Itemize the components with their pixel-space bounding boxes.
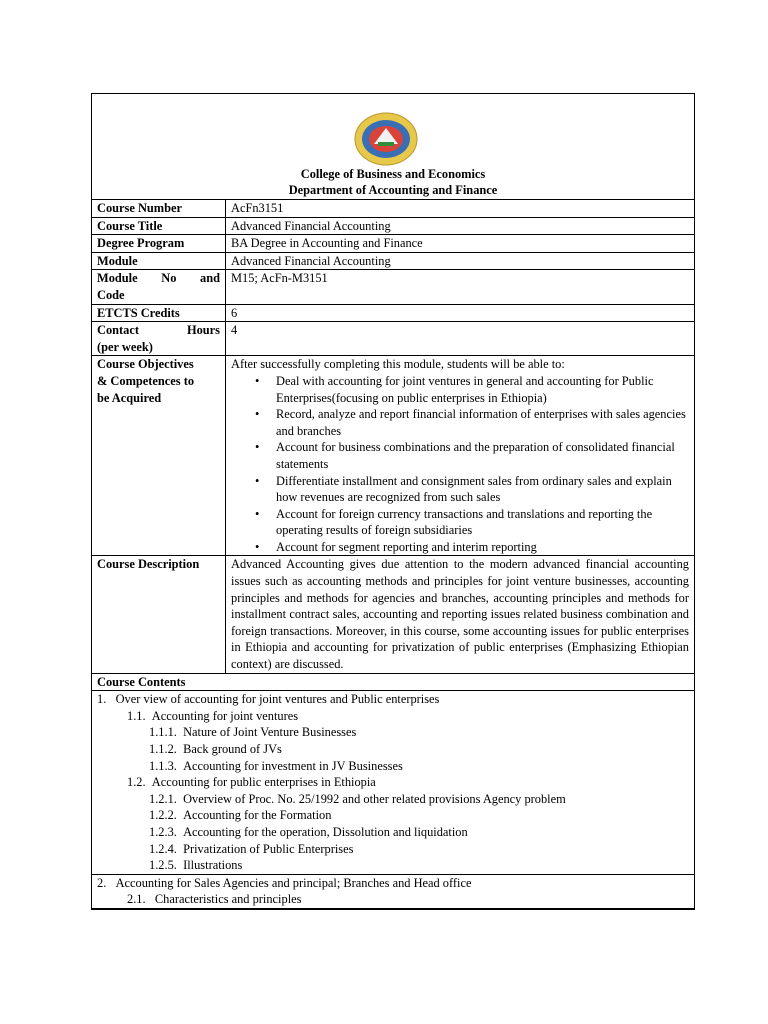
content-item (97, 791, 689, 808)
college-name: College of Business and Economics (300, 167, 486, 181)
module-code-label (92, 270, 226, 304)
content-item (97, 841, 689, 858)
objectives-label (92, 356, 226, 556)
objectives-label-line1: Course Objectives (97, 357, 194, 372)
description-label: Course Description (92, 556, 226, 673)
description-row (92, 556, 694, 673)
contents-label: Course Contents (92, 673, 694, 691)
objectives-label-line3: be Acquired (97, 390, 162, 405)
contents-section2 (92, 874, 694, 908)
credits-label: ETCTS Credits (92, 304, 226, 322)
content-item (97, 824, 689, 841)
university-seal-logo (354, 112, 418, 166)
section-number: 1. (97, 692, 107, 707)
degree-program-row (92, 235, 694, 253)
item-title: Accounting for investment in JV Businesses (183, 758, 403, 773)
degree-program-label: Degree Program (92, 235, 226, 253)
section-heading (97, 875, 689, 892)
description-text: Advanced Accounting gives due attention to the modern advanced financial accounting issues such as accounting methods and principles for joint venture businesses, accounting principles and methods for agencies and branches, accounting principles and methods for installment contract sales, accounting and reporting issues related business combination and foreign transactions. Moreover, in this course, some accounting issues for public enterprises in Ethiopia and accounting for privatization of public enterprises (Emphasizing Ethiopian context) are discussed. (226, 556, 695, 673)
subsection-heading (97, 708, 689, 725)
item-title: Back ground of JVs (183, 742, 282, 756)
item-number: 1.2.5. (149, 858, 177, 873)
content-item (97, 857, 689, 874)
credits-value: 6 (226, 304, 695, 322)
content-item (97, 758, 689, 775)
department-name: Department of Accounting and Finance (288, 183, 498, 197)
content-item (97, 741, 689, 758)
contents-section1 (92, 691, 694, 875)
content-item (97, 807, 689, 824)
objectives-content (226, 356, 695, 556)
course-title-row (92, 217, 694, 235)
course-number-label: Course Number (92, 200, 226, 217)
credits-row (92, 304, 694, 322)
module-code-value: M15; AcFn-M3151 (226, 270, 695, 304)
module-value: Advanced Financial Accounting (226, 252, 695, 270)
module-code-label-line1: Module No and (97, 271, 220, 286)
subsection-heading (97, 891, 689, 908)
item-number: 1.1.3. (149, 758, 177, 773)
section-title: Over view of accounting for joint ventures and Public enterprises (115, 692, 440, 707)
item-number: 1.2.1. (149, 791, 177, 806)
objective-item: • Account for foreign currency transactions and translations and reporting the operating results of foreign subsidiaries (231, 506, 689, 539)
item-number: 1.2.4. (149, 841, 177, 856)
item-number: 1.1.1. (149, 725, 177, 740)
contents-section1-row (92, 691, 694, 875)
module-label: Module (92, 252, 226, 270)
objective-item: • Differentiate installment and consignment sales from ordinary sales and explain how revenues are recognized from such sales (231, 473, 689, 506)
contact-hours-label-line2: (per week) (97, 339, 153, 354)
section-heading (97, 691, 689, 708)
subsection-title: Accounting for public enterprises in Ethiopia (151, 775, 376, 790)
contents-section2-row (92, 874, 694, 908)
module-code-label-line2: Code (97, 287, 125, 302)
item-title: Accounting for the Formation (183, 808, 332, 823)
content-item (97, 724, 689, 741)
section-number: 2. (97, 875, 107, 890)
module-row (92, 252, 694, 270)
objective-item: • Record, analyze and report financial information of enterprises with sales agencies and branches (231, 406, 689, 439)
degree-program-value: BA Degree in Accounting and Finance (226, 235, 695, 253)
section-title: Accounting for Sales Agencies and principal; Branches and Head office (115, 875, 472, 890)
item-title: Privatization of Public Enterprises (183, 841, 354, 856)
contact-hours-row (92, 322, 694, 356)
objective-item: • Account for business combinations and the preparation of consolidated financial statements (231, 439, 689, 472)
item-title: Nature of Joint Venture Businesses (183, 725, 357, 740)
subsection-title: Characteristics and principles (154, 892, 302, 907)
item-number: 1.2.2. (149, 808, 177, 823)
subsection-number: 2.1. (127, 892, 146, 907)
course-title-value: Advanced Financial Accounting (226, 217, 695, 235)
objectives-intro: After successfully completing this module, students will be able to: (231, 357, 565, 372)
document-header (92, 94, 694, 200)
item-number: 1.1.2. (149, 742, 177, 756)
course-number-row (92, 200, 694, 217)
subsection-title: Accounting for joint ventures (151, 708, 299, 723)
objectives-label-line2: & Competences to (97, 373, 195, 388)
item-number: 1.2.3. (149, 824, 177, 839)
contact-hours-label (92, 322, 226, 356)
item-title: Illustrations (183, 858, 243, 873)
contact-hours-label-line1: Contact Hours (97, 323, 220, 338)
course-document (91, 93, 695, 910)
objective-item: • Account for segment reporting and interim reporting (231, 539, 689, 556)
item-title: Accounting for the operation, Dissolution and liquidation (183, 824, 468, 839)
subsection-heading (97, 774, 689, 791)
item-title: Overview of Proc. No. 25/1992 and other related provisions Agency problem (183, 791, 566, 806)
subsection-number: 1.1. (127, 708, 146, 723)
module-code-row (92, 270, 694, 304)
course-number-value: AcFn3151 (226, 200, 695, 217)
course-info-table (92, 200, 694, 909)
contents-header-row (92, 673, 694, 691)
contact-hours-value: 4 (226, 322, 695, 356)
objectives-list (231, 373, 689, 556)
objectives-row (92, 356, 694, 556)
subsection-number: 1.2. (127, 775, 146, 790)
objective-item: • Deal with accounting for joint ventures in general and accounting for Public Enterprises(focusing on public enterprises in Ethiopia) (231, 373, 689, 406)
course-title-label: Course Title (92, 217, 226, 235)
